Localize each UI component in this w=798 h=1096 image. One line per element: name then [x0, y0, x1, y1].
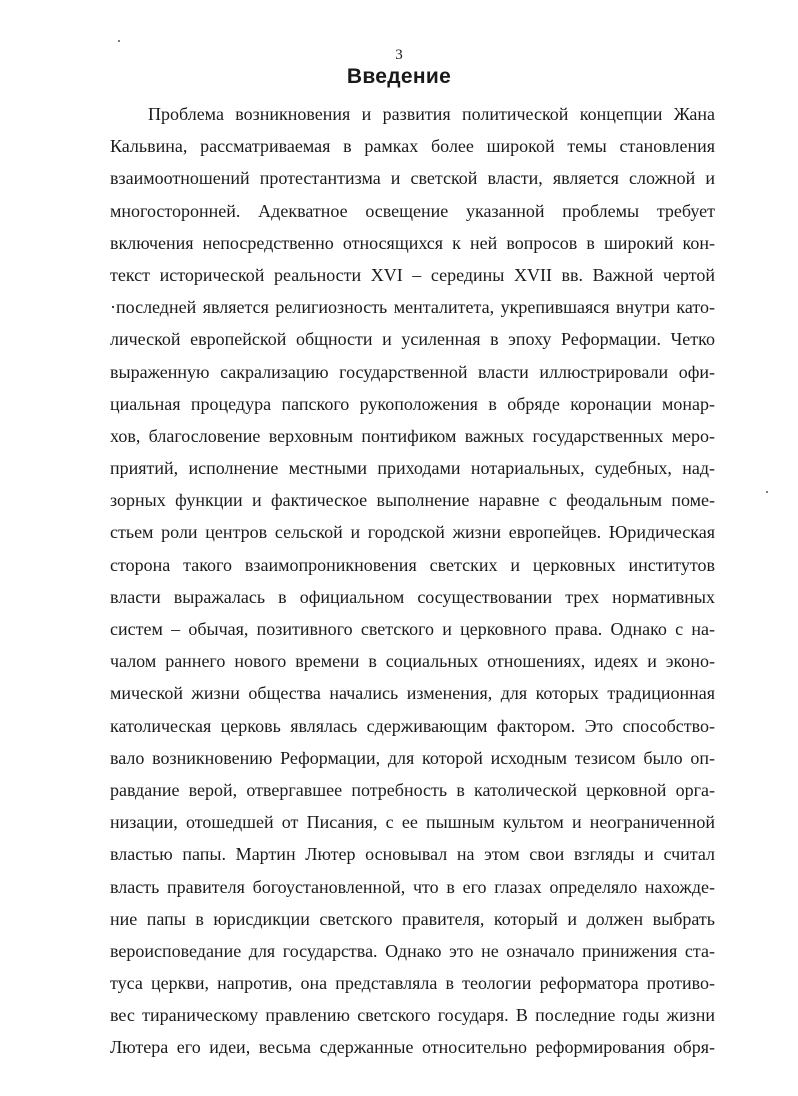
text-line: мической жизни общества начались изменения, для которых традиционная — [110, 683, 715, 704]
scan-speck — [766, 491, 768, 493]
text-line: католическая церковь являлась сдерживающим фактором. Это способство- — [110, 715, 715, 736]
text-line: хов, благословение верховным понтификом важных государственных меро- — [110, 425, 715, 446]
text-line: равдание верой, отвергавшее потребность в католической церковной орга- — [110, 779, 715, 800]
page-number: 3 — [395, 47, 403, 63]
text-line: низации, отошедшей от Писания, с ее пышным культом и неограниченной — [110, 812, 715, 833]
text-line: выраженную сакрализацию государственной власти иллюстрировали офи- — [110, 361, 715, 382]
text-line: циальная процедура папского рукоположения в обряде коронации монар- — [110, 393, 715, 414]
body-text — [110, 98, 715, 1064]
text-line: текст исторической реальности XVI – середины XVII вв. Важной чертой — [110, 264, 715, 285]
text-line: многосторонней. Адекватное освещение указанной проблемы требует — [110, 200, 715, 221]
text-line: Проблема возникновения и развития политической концепции Жана — [148, 104, 715, 124]
text-line: чалом раннего нового времени в социальных отношениях, идеях и эконо- — [110, 651, 715, 672]
text-line: взаимоотношений протестантизма и светской власти, является сложной и — [110, 168, 715, 189]
text-line: систем – обычая, позитивного светского и церковного права. Однако с на- — [110, 619, 715, 639]
text-line: зорных функции и фактическое выполнение наравне с феодальным поме- — [110, 490, 715, 511]
text-line: властью папы. Мартин Лютер основывал на этом свои взгляды и считал — [110, 844, 715, 865]
text-line: вероисповедание для государства. Однако это не означало принижения ста- — [110, 940, 715, 961]
text-line: вало возникновению Реформации, для которой исходным тезисом было оп- — [110, 747, 715, 768]
section-heading: Введение — [346, 65, 452, 88]
text-line: Кальвина, рассматриваемая в рамках более широкой темы становления — [110, 136, 715, 157]
text-line: приятий, исполнение местными приходами нотариальных, судебных, над- — [110, 458, 715, 479]
text-line: власть правителя богоустановленной, что в его глазах определяло нахожде- — [110, 876, 715, 897]
text-line: стьем роли центров сельской и городской жизни европейцев. Юридическая — [110, 522, 715, 543]
text-line: ·последней является религиозность менталитета, укрепившаяся внутри като- — [110, 297, 715, 318]
text-line: ние папы в юрисдикции светского правителя, который и должен выбрать — [110, 908, 715, 929]
text-line: лической европейской общности и усиленная в эпоху Реформации. Четко — [110, 329, 715, 350]
text-line: вес тираническому правлению светского государя. В последние годы жизни — [110, 1005, 715, 1026]
text-line: власти выражалась в официальном сосуществовании трех нормативных — [110, 586, 715, 607]
text-line: туса церкви, напротив, она представляла в теологии реформатора противо- — [110, 973, 715, 994]
text-line: Лютера его идеи, весьма сдержанные относительно реформирования обря- — [110, 1037, 715, 1058]
text-line: сторона такого взаимопроникновения светских и церковных институтов — [110, 554, 715, 575]
scan-speck — [118, 40, 120, 42]
text-line: включения непосредственно относящихся к ней вопросов в широкий кон- — [110, 232, 715, 253]
